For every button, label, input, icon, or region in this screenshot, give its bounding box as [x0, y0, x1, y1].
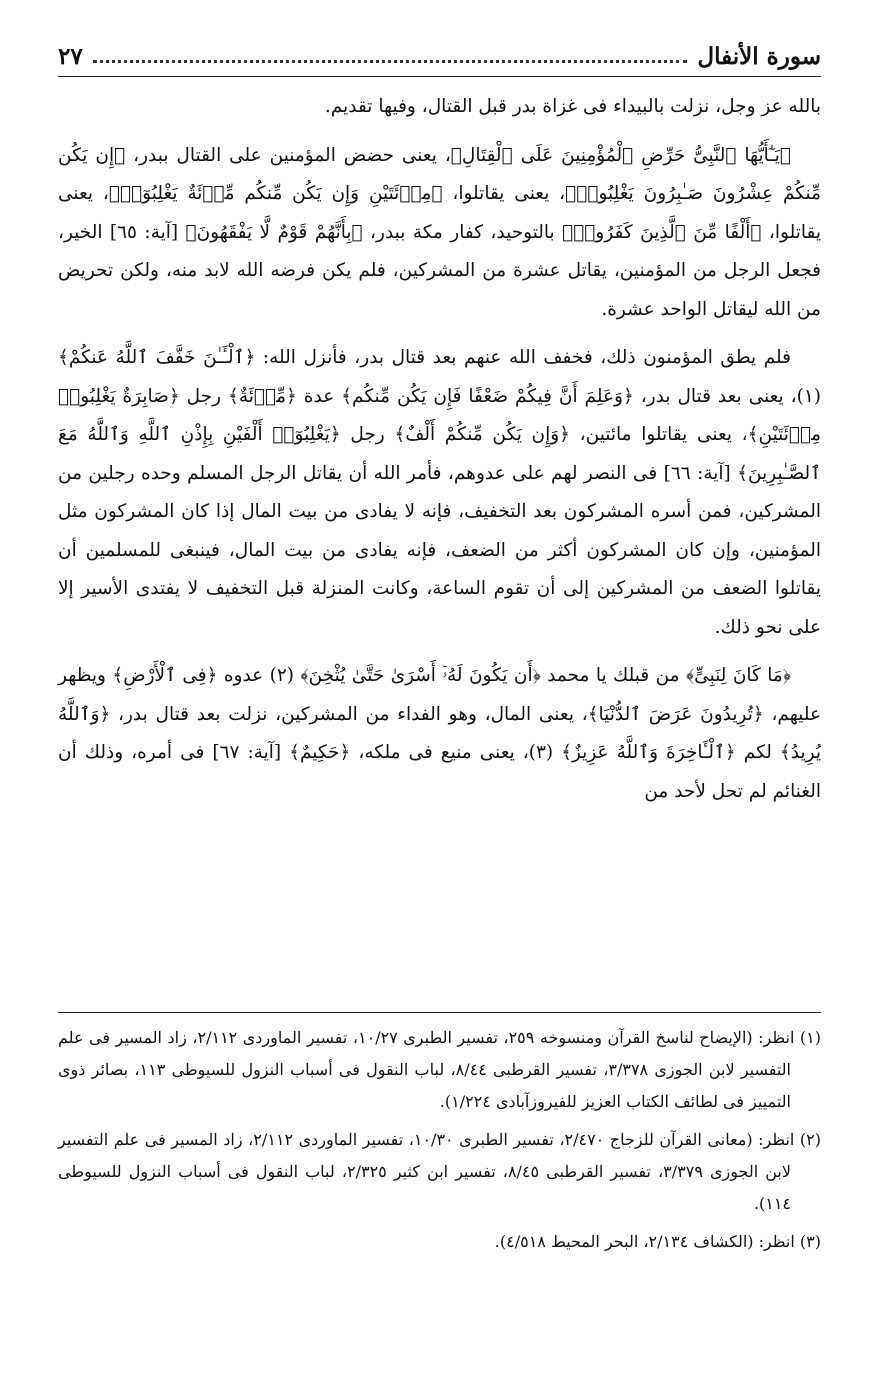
- paragraph-1: بالله عز وجل، نزلت بالبيداء فى غزاة بدر قبل القتال، وفيها تقديم.: [324, 96, 821, 117]
- footnote-3: (٣) انظر: (الكشاف ٢/١٣٤، البحر المحيط ٤/٥١٨).: [494, 1232, 821, 1251]
- paragraph-4: ﴿مَا كَانَ لِنَبِىٍّ﴾ من قبلك يا محمد ﴿أَن يَكُونَ لَهُۥٓ أَسْرَىٰ حَتَّىٰ يُثْخِنَ﴾ (٢) عدوه ﴿فِى ٱلْأَرْضِ﴾ ويظهر عليهم، ﴿تُرِيدُونَ عَرَضَ ٱلدُّنْيَا﴾، يعنى المال، وهو الفداء من المشركين، نزلت بعد قتال بدر، ﴿وَٱللَّهُ يُرِيدُ﴾ لكم ﴿ٱلْـَٔاخِرَةَ وَٱللَّهُ عَزِيزٌ﴾ (٣)، يعنى منيع فى ملكه، ﴿حَكِيمٌ﴾ [آية: ٦٧] فى أمره، وذلك أن الغنائم لم تحل لأحد من: [58, 665, 821, 802]
- paragraph-2: ﴿يَـٰٓأَيُّهَا ٱلنَّبِىُّ حَرِّضِ ٱلْمُؤْمِنِينَ عَلَى ٱلْقِتَالِ﴾، يعنى حضض المؤمنين على القتال ببدر، ﴿إِن يَكُن مِّنكُمْ عِشْرُونَ صَـٰبِرُونَ يَغْلِبُوا۟﴾، يعنى يقاتلوا، ﴿مِا۟ئَتَيْنِ وَإِن يَكُن مِّنكُم مِّا۟ئَةٌ يَغْلِبُوٓا۟﴾، يعنى يقاتلوا، ﴿أَلْفًا مِّنَ ٱلَّذِينَ كَفَرُوا۟﴾ بالتوحيد، كفار مكة ببدر، ﴿بِأَنَّهُمْ قَوْمٌ لَّا يَفْقَهُونَ﴾ [آية: ٦٥] الخير، فجعل الرجل من المؤمنين، يقاتل عشرة من المشركين، فلم يكن فرضه الله لابد منه، ولكن تحريض من الله ليقاتل الواحد عشرة.: [58, 144, 822, 320]
- page-header: [58, 36, 821, 77]
- main-text: [58, 88, 821, 821]
- header-leader-dots: [93, 56, 688, 63]
- footnote-separator: [58, 1012, 821, 1013]
- page-number: ٢٧: [58, 42, 83, 70]
- footnote-2: (٢) انظر: (معانى القرآن للزجاج ٢/٤٧٠، تفسير الطبرى ١٠/٣٠، تفسير الماوردى ٢/١١٢، زاد المسير فى علم التفسير لابن الجوزى ٣/٣٧٩، تفسير القرطبى ٨/٤٥، تفسير ابن كثير ٢/٣٢٥، لباب النقول فى أسباب النزول للسيوطى ١١٤).: [58, 1130, 821, 1213]
- paragraph-3: فلم يطق المؤمنون ذلك، فخفف الله عنهم بعد قتال بدر، فأنزل الله: ﴿ٱلْـَٔـٰنَ خَفَّفَ ٱللَّهُ عَنكُمْ﴾ (١)، يعنى بعد قتال بدر، ﴿وَعَلِمَ أَنَّ فِيكُمْ ضَعْفًا فَإِن يَكُن مِّنكُم﴾ عدة ﴿مِّا۟ئَةٌ﴾ رجل ﴿صَابِرَةٌ يَغْلِبُوا۟ مِا۟ئَتَيْنِ﴾، يعنى يقاتلوا مائتين، ﴿وَإِن يَكُن مِّنكُمْ أَلْفٌ﴾ رجل ﴿يَغْلِبُوٓا۟ أَلْفَيْنِ بِإِذْنِ ٱللَّهِ وَٱللَّهُ مَعَ ٱلصَّـٰبِرِينَ﴾ [آية: ٦٦] فى النصر لهم على عدوهم، فأمر الله أن يقاتل الرجل المسلم وحده رجلين من المشركين، فمن أسره المشركون بعد التخفيف، فإنه لا يفادى من بيت المال إذا كان المشركون مثل المؤمنين، وإن كان المشركون أكثر من الضعف، فإنه يفادى من بيت المال، فينبغى للمسلمين أن يقاتلوا الضعف من المشركين إلى أن تقوم الساعة، وكانت المنزلة قبل التخفيف لا يفتدى الأسير إلا على نحو ذلك.: [58, 347, 821, 638]
- footnote-1: (١) انظر: (الإيضاح لناسخ القرآن ومنسوخه ٢٥٩، تفسير الطبرى ١٠/٢٧، تفسير الماوردى ٢/١١٢، زاد المسير فى علم التفسير لابن الجوزى ٣/٣٧٨، تفسير القرطبى ٨/٤٤، لباب النقول فى أسباب النزول للسيوطى ١١٣، بصائر ذوى التمييز فى لطائف الكتاب العزيز للفيروزآبادى ١/٢٢٤).: [58, 1028, 821, 1111]
- footnotes: [58, 1022, 821, 1264]
- surah-title: سورة الأنفال: [697, 42, 821, 70]
